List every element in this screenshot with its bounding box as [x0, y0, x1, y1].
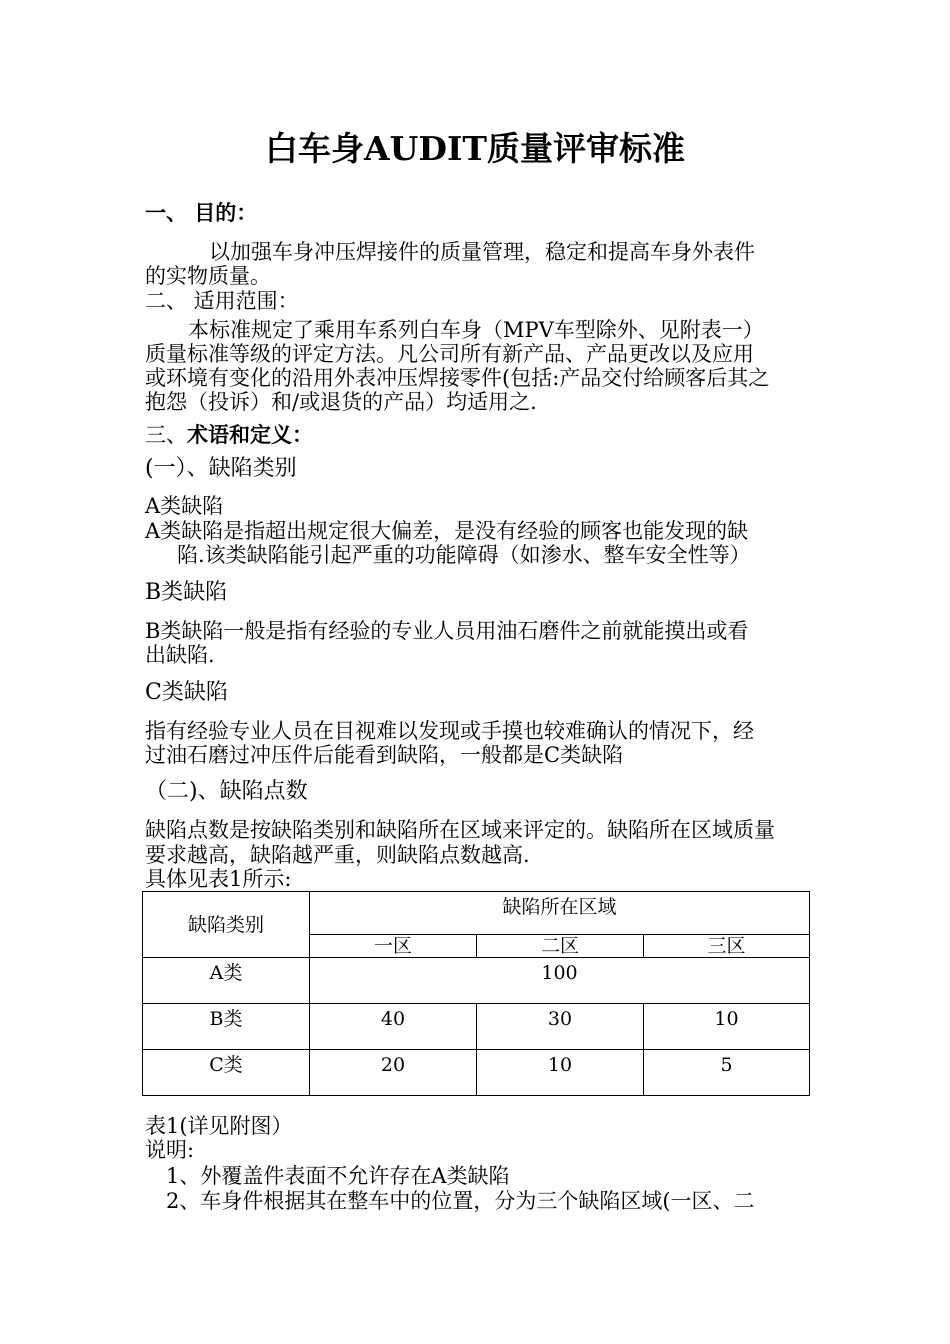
defect-points-table [142, 891, 810, 1096]
section2-line-1: 本标准规定了乘用车系列白车身（MPV车型除外、见附表一） [188, 318, 764, 342]
defect-category-subheading: (一）、缺陷类别 [145, 456, 297, 481]
c-defect-line-1: 指有经验专业人员在目视难以发现或手摸也较难确认的情况下，经 [145, 719, 754, 743]
table-row-a-value: 100 [310, 958, 810, 1004]
c-defect-line-2: 过油石磨过冲压件后能看到缺陷，一般都是C类缺陷 [145, 743, 624, 767]
table-row [143, 1050, 810, 1096]
b-defect-line-2: 出缺陷. [145, 643, 215, 667]
section1-line-2: 的实物质量。 [145, 264, 271, 288]
table-row-b-label: B类 [143, 1004, 310, 1050]
note-1: 1、外覆盖件表面不允许存在A类缺陷 [166, 1164, 510, 1188]
section3-heading [145, 423, 313, 447]
section1-heading: 一、 目的： [145, 201, 258, 225]
table-row-c-zone-2: 10 [477, 1050, 644, 1096]
table-row-c-zone-3: 5 [644, 1050, 810, 1096]
section2-heading: 二、 适用范围： [145, 289, 299, 313]
table-row-b-zone-3: 10 [644, 1004, 810, 1050]
a-defect-line-1: A类缺陷是指超出规定很大偏差，是没有经验的顾客也能发现的缺 [145, 519, 749, 543]
table-row-c-label: C类 [143, 1050, 310, 1096]
notes-title: 说明: [145, 1138, 195, 1162]
table-caption: 表1(详见附图） [145, 1114, 293, 1138]
table-header-region: 缺陷所在区域 [310, 892, 810, 935]
c-defect-title: C类缺陷 [145, 680, 228, 705]
table-zone-3: 三区 [644, 935, 810, 958]
section1-line-1: 以加强车身冲压焊接件的质量管理，稳定和提高车身外表件 [209, 240, 755, 264]
defect-points-subheading: （二)、缺陷点数 [145, 779, 308, 804]
a-defect-line-2: 陷.该类缺陷能引起严重的功能障碍（如渗水、整车安全性等） [177, 543, 751, 567]
note-2: 2、车身件根据其在整车中的位置，分为三个缺陷区域(一区、二 [166, 1189, 755, 1213]
a-defect-title: A类缺陷 [145, 494, 224, 518]
table-zone-1: 一区 [310, 935, 477, 958]
section3-heading-prefix: 三、 [145, 423, 187, 447]
section2-line-2: 质量标准等级的评定方法。凡公司所有新产品、产品更改以及应用 [145, 342, 754, 366]
table-row [143, 958, 810, 1004]
defect-points-line-3: 具体见表1所示: [145, 867, 292, 891]
table-row-b-zone-2: 30 [477, 1004, 644, 1050]
table-row-c-zone-1: 20 [310, 1050, 477, 1096]
b-defect-title: B类缺陷 [145, 580, 228, 605]
defect-points-line-2: 要求越高，缺陷越严重，则缺陷点数越高. [145, 843, 530, 867]
table-row [143, 1004, 810, 1050]
section2-line-4: 抱怨（投诉）和/或退货的产品）均适用之. [145, 390, 537, 414]
section2-line-3: 或环境有变化的沿用外表冲压焊接零件(包括:产品交付给顾客后其之 [145, 366, 770, 390]
b-defect-line-1: B类缺陷一般是指有经验的专业人员用油石磨件之前就能摸出或看 [145, 619, 749, 643]
table-header-row [143, 892, 810, 935]
document-title: 白车身AUDIT质量评审标准 [265, 129, 685, 168]
table-row-a-label: A类 [143, 958, 310, 1004]
section3-heading-text: 术语和定义： [187, 423, 313, 447]
table-zone-2: 二区 [477, 935, 644, 958]
defect-points-line-1: 缺陷点数是按缺陷类别和缺陷所在区域来评定的。缺陷所在区域质量 [145, 818, 775, 842]
table-header-category: 缺陷类别 [143, 892, 310, 958]
table-row-b-zone-1: 40 [310, 1004, 477, 1050]
